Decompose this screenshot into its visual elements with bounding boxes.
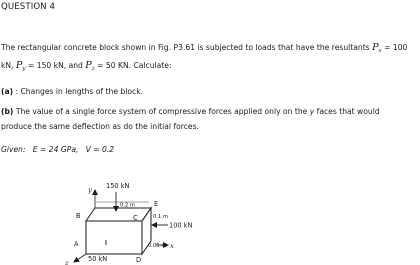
part-b-text-end: faces that would [316, 107, 380, 116]
part-b-line-2: produce the same deflection as do the initial forces. [1, 122, 199, 131]
figure-p361 [58, 178, 218, 265]
vertex-c-label: C [133, 214, 138, 222]
part-b-line-1 [1, 107, 380, 116]
vertex-b-label: B [76, 212, 81, 220]
z-axis [74, 254, 86, 262]
block-front-face [86, 221, 142, 254]
given-nu: V = 0.2 [85, 145, 115, 154]
intro-text: The rectangular concrete block shown in Fig. P3.61 is subjected to loads that have the resultants [1, 43, 370, 52]
part-b-label: (b) [1, 107, 14, 116]
given-e: E = 24 GPa, [32, 145, 79, 154]
axis-z-label: z [65, 259, 69, 265]
py-symbol: $P_y$ [15, 60, 26, 72]
intro-line-1 [1, 42, 407, 53]
intro-line2-start: kN, [1, 61, 14, 70]
vertex-a-label: A [74, 240, 79, 248]
part-a-text: : Changes in lengths of the block. [15, 87, 143, 96]
given-line [1, 145, 114, 154]
intro-line-2 [1, 60, 172, 71]
force-right-label: 100 kN [169, 221, 193, 230]
part-b-text-start: The value of a single force system of compressive forces applied only on the [15, 107, 308, 116]
axis-y-label: y [88, 186, 92, 194]
block-top-face [86, 208, 151, 221]
axis-x-label: x [170, 242, 174, 250]
px-symbol: $P_x$ [372, 42, 382, 54]
pz-value: = 50 KN. Calculate: [97, 61, 172, 70]
px-value: = 100 [384, 43, 408, 52]
force-top-label: 150 kN [106, 182, 130, 190]
part-a [1, 87, 143, 96]
question-heading: QUESTION 4 [1, 2, 56, 12]
given-label: Given: [1, 145, 26, 154]
part-b-y-var: y [309, 107, 315, 116]
pz-symbol: $P_z$ [85, 60, 95, 72]
vertex-e-label: E [154, 200, 159, 208]
dim-depth-label: 0.05 m [148, 243, 167, 249]
force-front-label: 50 kN [88, 255, 108, 263]
py-value: = 150 kN, and [27, 61, 83, 70]
vertex-d-label: D [136, 256, 142, 264]
part-a-label: (a) [1, 87, 14, 96]
dim-top-label: 0.2 m [120, 202, 135, 209]
dim-right-label: 0.1 m [153, 214, 168, 220]
block-diagram [58, 178, 218, 265]
